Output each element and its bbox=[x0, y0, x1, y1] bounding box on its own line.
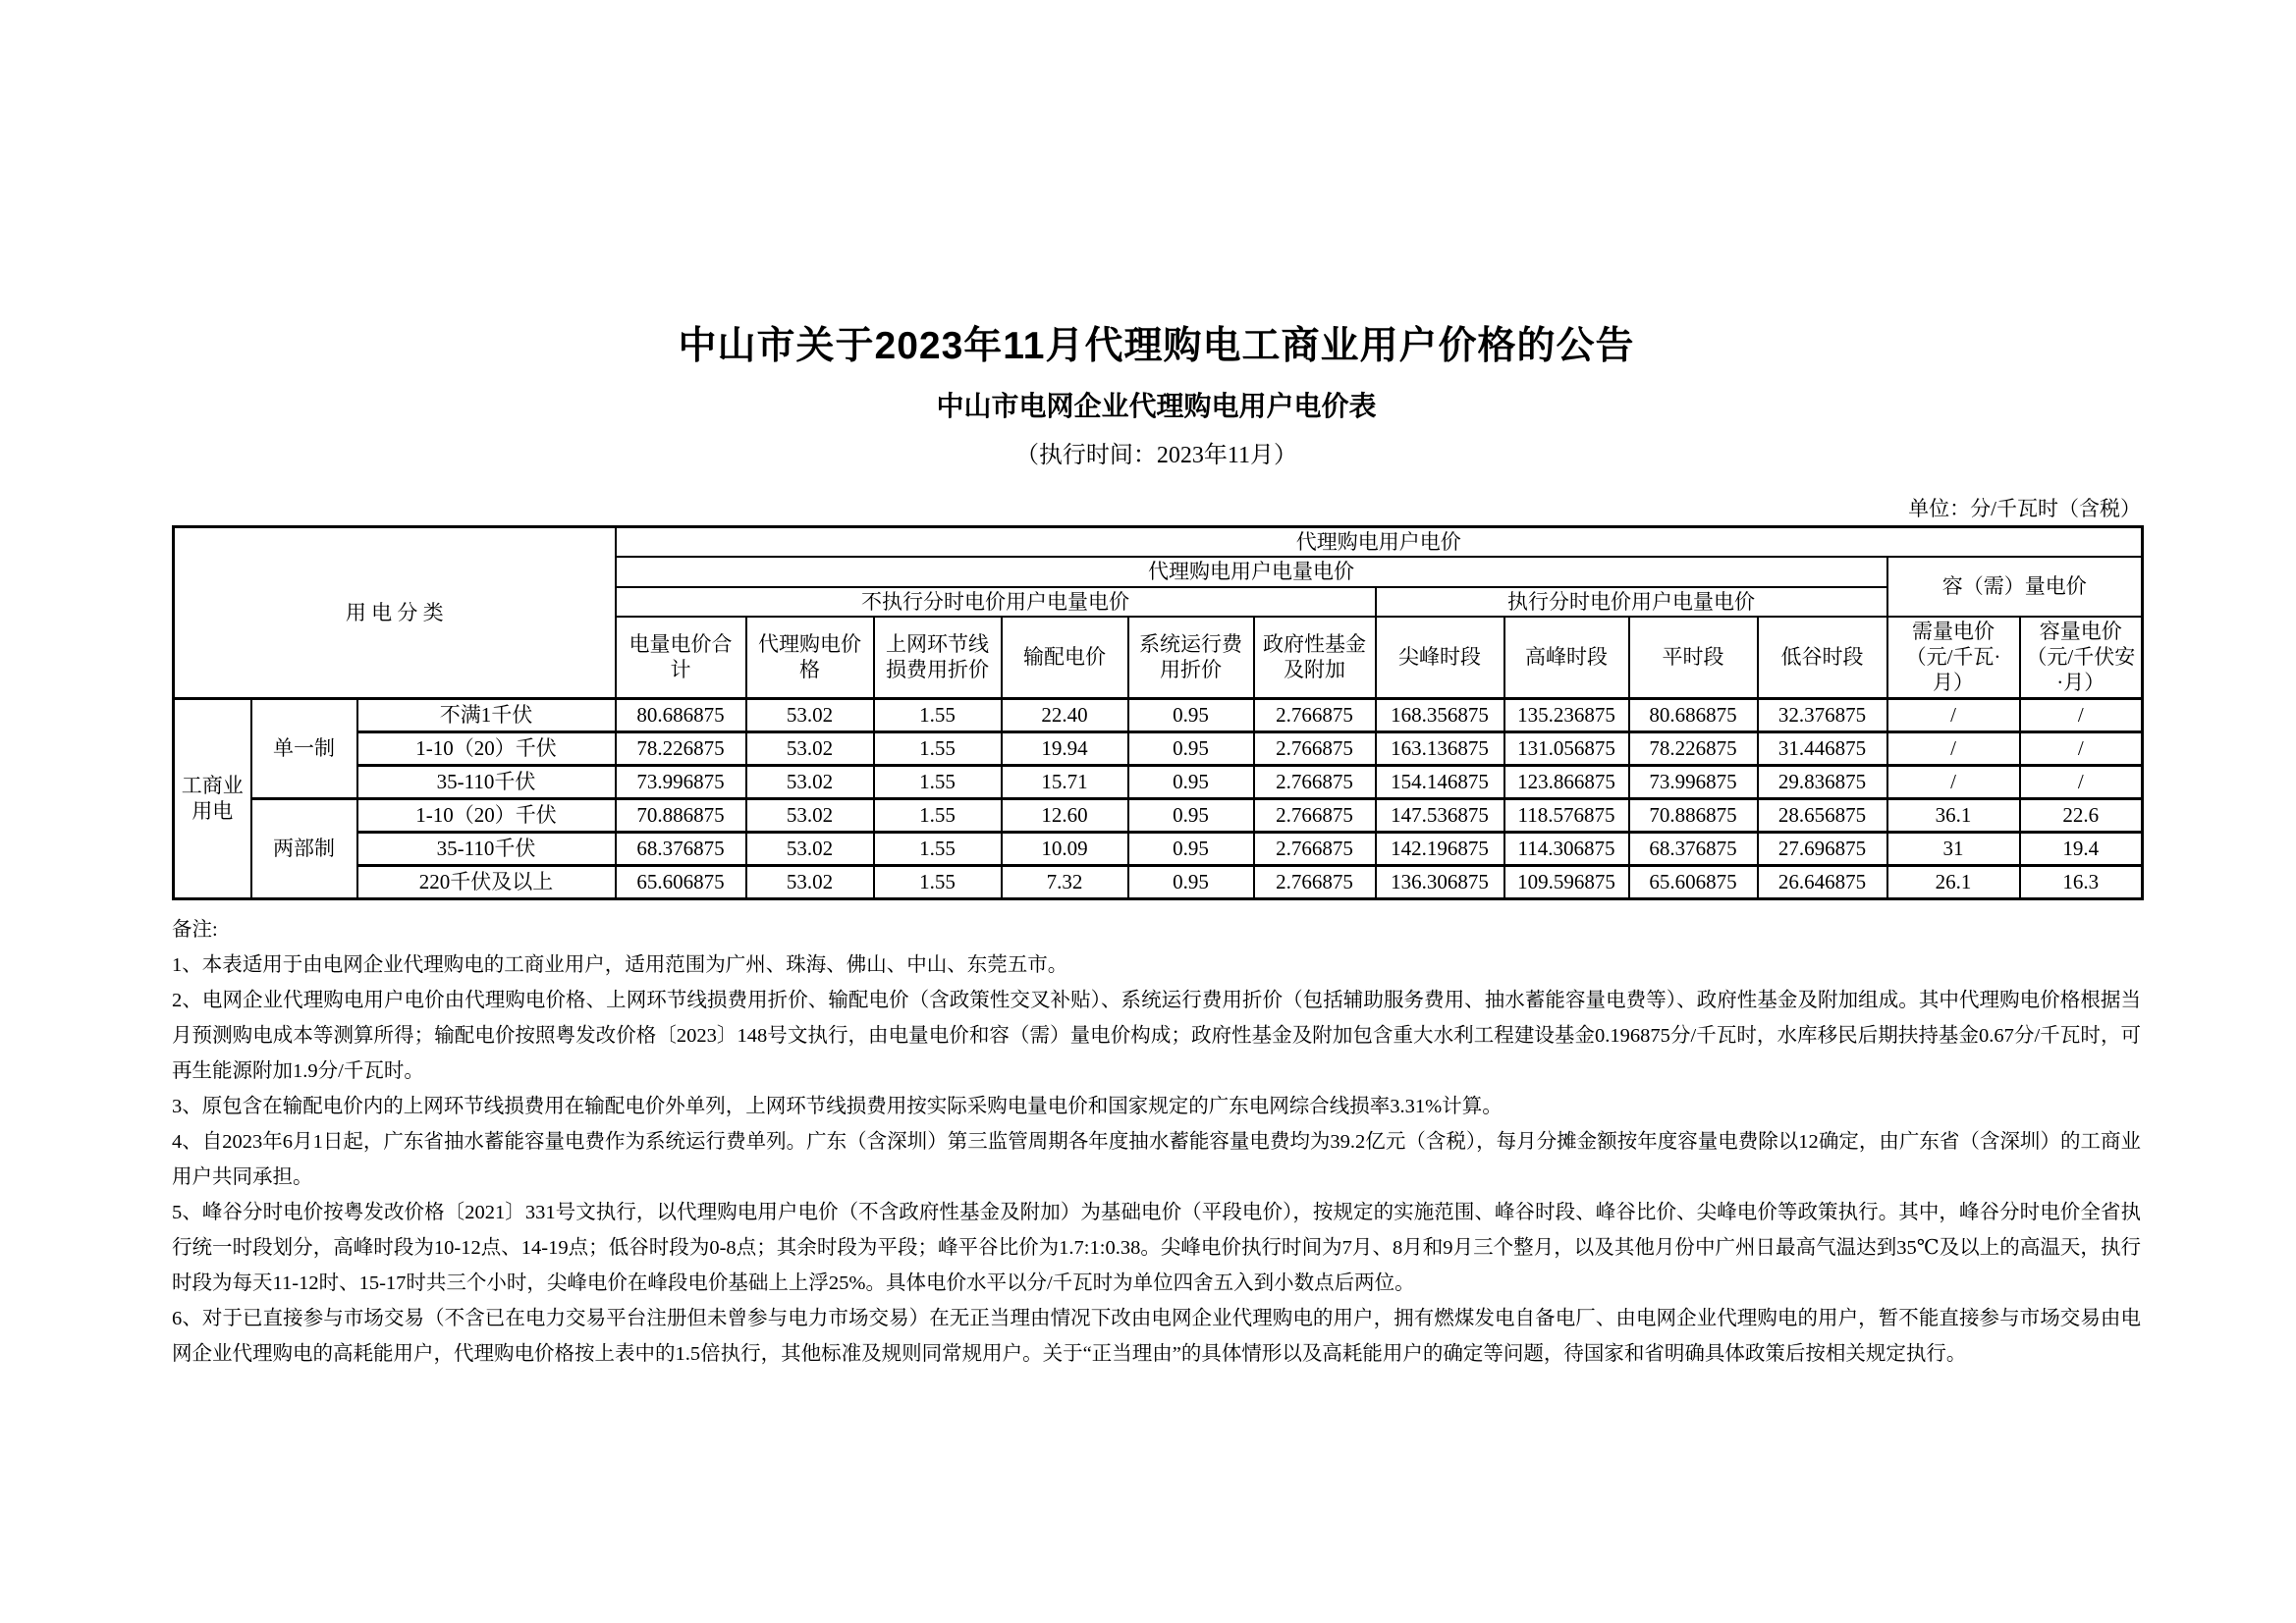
cell-value: 53.02 bbox=[746, 865, 874, 898]
cell-value: 65.606875 bbox=[1629, 865, 1758, 898]
note-item-6: 6、对于已直接参与市场交易（不含已在电力交易平台注册但未曾参与电力市场交易）在无正当理由情况下改由电网企业代理购电的用户，拥有燃煤发电自备电厂、由电网企业代理购电的用户，暂不能直接参与市场交易由电网企业代理购电的高耗能用户，代理购电价格按上表中的1.5倍执行，其他标准及规则同常规用户。关于“正当理由”的具体情形以及高耗能用户的确定等问题，待国家和省明确具体政策后按相关规定执行。 bbox=[172, 1307, 2141, 1365]
cell-voltage: 35-110千伏 bbox=[357, 765, 616, 798]
notes-title: 备注: bbox=[172, 918, 218, 941]
cell-value: 78.226875 bbox=[616, 731, 746, 765]
cell-value: 68.376875 bbox=[1629, 832, 1758, 865]
cell-value: 29.836875 bbox=[1758, 765, 1887, 798]
cell-value: 73.996875 bbox=[616, 765, 746, 798]
cell-value: 53.02 bbox=[746, 731, 874, 765]
cell-value: 80.686875 bbox=[616, 698, 746, 731]
note-item-3: 3、原包含在输配电价内的上网环节线损费用在输配电价外单列，上网环节线损费用按实际采购电量电价和国家规定的广东电网综合线损率3.31%计算。 bbox=[172, 1095, 1503, 1117]
cell-value: 53.02 bbox=[746, 698, 874, 731]
table-row bbox=[174, 765, 2143, 798]
cell-value: 26.1 bbox=[1887, 865, 2020, 898]
cell-value: / bbox=[2020, 731, 2143, 765]
cell-value: 19.4 bbox=[2020, 832, 2143, 865]
cell-value: 114.306875 bbox=[1504, 832, 1629, 865]
cell-category: 工商业用电 bbox=[174, 698, 251, 898]
header-capacity-demand-price: 容（需）量电价 bbox=[1887, 557, 2143, 617]
cell-value: 1.55 bbox=[874, 698, 1002, 731]
cell-value: / bbox=[1887, 765, 2020, 798]
execution-time: （执行时间：2023年11月） bbox=[1014, 443, 1298, 468]
col-header-grid-line-loss: 上网环节线损费用折价 bbox=[874, 617, 1002, 698]
cell-value: 2.766875 bbox=[1254, 865, 1376, 898]
note-item-4: 4、自2023年6月1日起，广东省抽水蓄能容量电费作为系统运行费单列。广东（含深圳）第三监管周期各年度抽水蓄能容量电费均为39.2亿元（含税），每月分摊金额按年度容量电费除以12确定，由广东省（含深圳）的工商业用户共同承担。 bbox=[172, 1130, 2141, 1188]
cell-value: 147.536875 bbox=[1376, 798, 1504, 832]
col-header-agent-purchase-price: 代理购电价格 bbox=[746, 617, 874, 698]
cell-value: 109.596875 bbox=[1504, 865, 1629, 898]
cell-value: 65.606875 bbox=[616, 865, 746, 898]
cell-value: 1.55 bbox=[874, 865, 1002, 898]
header-non-tou: 不执行分时电价用户电量电价 bbox=[616, 587, 1376, 617]
cell-value: 10.09 bbox=[1002, 832, 1128, 865]
cell-value: 12.60 bbox=[1002, 798, 1128, 832]
cell-value: 31 bbox=[1887, 832, 2020, 865]
table-row bbox=[174, 865, 2143, 898]
cell-value: 22.6 bbox=[2020, 798, 2143, 832]
cell-value: 80.686875 bbox=[1629, 698, 1758, 731]
cell-value: 78.226875 bbox=[1629, 731, 1758, 765]
table-row bbox=[174, 731, 2143, 765]
price-table bbox=[172, 525, 2144, 900]
cell-value: 131.056875 bbox=[1504, 731, 1629, 765]
cell-group-two-part: 两部制 bbox=[251, 798, 357, 898]
header-quantity-price: 代理购电用户电量电价 bbox=[616, 557, 1887, 586]
cell-value: 1.55 bbox=[874, 765, 1002, 798]
cell-value: 1.55 bbox=[874, 731, 1002, 765]
note-item-2: 2、电网企业代理购电用户电价由代理购电价格、上网环节线损费用折价、输配电价（含政策性交叉补贴）、系统运行费用折价（包括辅助服务费用、抽水蓄能容量电费等）、政府性基金及附加组成。其中代理购电价格根据当月预测购电成本等测算所得；输配电价按照粤发改价格〔2023〕148号文执行，由电量电价和容（需）量电价构成；政府性基金及附加包含重大水利工程建设基金0.196875分/千瓦时，水库移民后期扶持基金0.67分/千瓦时，可再生能源附加1.9分/千瓦时。 bbox=[172, 989, 2141, 1082]
cell-value: 36.1 bbox=[1887, 798, 2020, 832]
header-tou: 执行分时电价用户电量电价 bbox=[1376, 587, 1887, 617]
cell-voltage: 35-110千伏 bbox=[357, 832, 616, 865]
col-header-gov-funds-surcharge: 政府性基金及附加 bbox=[1254, 617, 1376, 698]
cell-value: 2.766875 bbox=[1254, 798, 1376, 832]
cell-value: / bbox=[1887, 731, 2020, 765]
cell-value: 0.95 bbox=[1128, 832, 1254, 865]
cell-group-single: 单一制 bbox=[251, 698, 357, 798]
col-header-valley-period: 低谷时段 bbox=[1758, 617, 1887, 698]
table-row bbox=[174, 832, 2143, 865]
cell-value: 15.71 bbox=[1002, 765, 1128, 798]
cell-value: 118.576875 bbox=[1504, 798, 1629, 832]
col-header-flat-period: 平时段 bbox=[1629, 617, 1758, 698]
cell-value: 53.02 bbox=[746, 765, 874, 798]
note-item-1: 1、本表适用于由电网企业代理购电的工商业用户，适用范围为广州、珠海、佛山、中山、东莞五市。 bbox=[172, 953, 1068, 976]
page-subtitle: 中山市电网企业代理购电用户电价表 bbox=[936, 391, 1377, 421]
cell-value: 70.886875 bbox=[616, 798, 746, 832]
cell-value: 154.146875 bbox=[1376, 765, 1504, 798]
cell-value: 135.236875 bbox=[1504, 698, 1629, 731]
cell-value: 2.766875 bbox=[1254, 698, 1376, 731]
cell-value: 1.55 bbox=[874, 798, 1002, 832]
document-body bbox=[172, 324, 2141, 1372]
notes-section bbox=[172, 912, 2141, 1372]
col-header-sharp-peak: 尖峰时段 bbox=[1376, 617, 1504, 698]
cell-voltage: 1-10（20）千伏 bbox=[357, 798, 616, 832]
header-agent-price: 代理购电用户电价 bbox=[616, 527, 2143, 558]
cell-value: 0.95 bbox=[1128, 865, 1254, 898]
table-row bbox=[174, 798, 2143, 832]
col-header-high-peak: 高峰时段 bbox=[1504, 617, 1629, 698]
cell-value: 32.376875 bbox=[1758, 698, 1887, 731]
cell-value: 123.866875 bbox=[1504, 765, 1629, 798]
col-header-transmission-price: 输配电价 bbox=[1002, 617, 1128, 698]
cell-value: 136.306875 bbox=[1376, 865, 1504, 898]
cell-value: 163.136875 bbox=[1376, 731, 1504, 765]
cell-value: 68.376875 bbox=[616, 832, 746, 865]
cell-value: 2.766875 bbox=[1254, 765, 1376, 798]
col-header-demand-price: 需量电价（元/千瓦·月） bbox=[1887, 617, 2020, 698]
cell-value: 19.94 bbox=[1002, 731, 1128, 765]
cell-voltage: 220千伏及以上 bbox=[357, 865, 616, 898]
table-row bbox=[174, 698, 2143, 731]
cell-value: 0.95 bbox=[1128, 698, 1254, 731]
cell-value: 2.766875 bbox=[1254, 731, 1376, 765]
cell-value: / bbox=[2020, 698, 2143, 731]
col-header-total-quantity-price: 电量电价合计 bbox=[616, 617, 746, 698]
page-title: 中山市关于2023年11月代理购电工商业用户价格的公告 bbox=[678, 325, 1635, 367]
cell-value: 70.886875 bbox=[1629, 798, 1758, 832]
cell-value: 28.656875 bbox=[1758, 798, 1887, 832]
cell-value: / bbox=[2020, 765, 2143, 798]
cell-value: 16.3 bbox=[2020, 865, 2143, 898]
cell-value: 26.646875 bbox=[1758, 865, 1887, 898]
col-header-capacity-price: 容量电价（元/千伏安·月） bbox=[2020, 617, 2143, 698]
cell-value: 0.95 bbox=[1128, 731, 1254, 765]
cell-value: 0.95 bbox=[1128, 798, 1254, 832]
cell-value: / bbox=[1887, 698, 2020, 731]
header-usage-classification: 用 电 分 类 bbox=[174, 527, 616, 699]
cell-value: 142.196875 bbox=[1376, 832, 1504, 865]
cell-value: 27.696875 bbox=[1758, 832, 1887, 865]
cell-voltage: 不满1千伏 bbox=[357, 698, 616, 731]
cell-value: 31.446875 bbox=[1758, 731, 1887, 765]
unit-note: 单位：分/千瓦时（含税） bbox=[1908, 497, 2141, 520]
cell-voltage: 1-10（20）千伏 bbox=[357, 731, 616, 765]
cell-value: 2.766875 bbox=[1254, 832, 1376, 865]
note-item-5: 5、峰谷分时电价按粤发改价格〔2021〕331号文执行，以代理购电用户电价（不含政府性基金及附加）为基础电价（平段电价），按规定的实施范围、峰谷时段、峰谷比价、尖峰电价等政策执行。其中，峰谷分时电价全省执行统一时段划分，高峰时段为10-12点、14-19点；低谷时段为0-8点；其余时段为平段；峰平谷比价为1.7:1:0.38。尖峰电价执行时间为7月、8月和9月三个整月，以及其他月份中广州日最高气温达到35℃及以上的高温天，执行时段为每天11-12时、15-17时共三个小时，尖峰电价在峰段电价基础上上浮25%。具体电价水平以分/千瓦时为单位四舍五入到小数点后两位。 bbox=[172, 1201, 2141, 1294]
col-header-system-operation-fee: 系统运行费用折价 bbox=[1128, 617, 1254, 698]
cell-value: 0.95 bbox=[1128, 765, 1254, 798]
cell-value: 53.02 bbox=[746, 832, 874, 865]
cell-value: 1.55 bbox=[874, 832, 1002, 865]
header-row-1 bbox=[174, 527, 2143, 558]
cell-value: 22.40 bbox=[1002, 698, 1128, 731]
cell-value: 73.996875 bbox=[1629, 765, 1758, 798]
cell-value: 168.356875 bbox=[1376, 698, 1504, 731]
cell-value: 7.32 bbox=[1002, 865, 1128, 898]
cell-value: 53.02 bbox=[746, 798, 874, 832]
